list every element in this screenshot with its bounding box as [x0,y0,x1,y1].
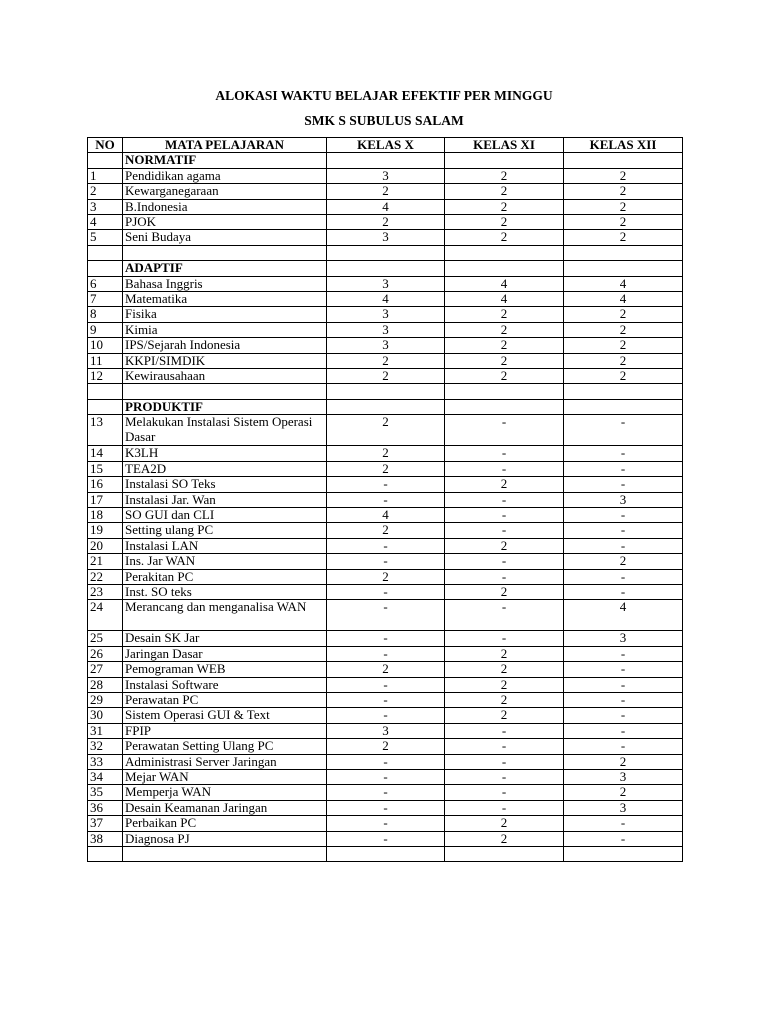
kelas-xii-value: 2 [564,230,683,245]
kelas-x-value: 3 [327,230,445,245]
kelas-xi-value: 2 [445,677,564,692]
table-row [88,569,683,584]
kelas-xi-value: 2 [445,646,564,661]
row-number: 33 [88,754,123,769]
blank-row [88,245,683,260]
table-row [88,646,683,661]
kelas-x-value: - [327,692,445,707]
kelas-xii-value: 2 [564,353,683,368]
subject-name: Administrasi Server Jaringan [123,754,327,769]
subject-name: Pendidikan agama [123,168,327,183]
header-kelas-xi: KELAS XI [445,138,564,153]
kelas-x-value: 3 [327,307,445,322]
subject-name: Perbaikan PC [123,816,327,831]
kelas-x-value: - [327,600,445,631]
row-number: 38 [88,831,123,846]
subject-name: Instalasi LAN [123,538,327,553]
kelas-xii-value: - [564,677,683,692]
kelas-xi-value: - [445,554,564,569]
kelas-xi-value [445,245,564,260]
row-number: 6 [88,276,123,291]
row-number: 12 [88,369,123,384]
document-title: ALOKASI WAKTU BELAJAR EFEKTIF PER MINGGU [215,88,553,103]
table-row [88,662,683,677]
kelas-xii-value: - [564,831,683,846]
kelas-xii-value [564,847,683,862]
row-number: 28 [88,677,123,692]
subject-name: Melakukan Instalasi Sistem Operasi Dasar [123,415,327,446]
subject-name [123,384,327,399]
kelas-xi-value: - [445,492,564,507]
kelas-x-value: - [327,584,445,599]
table-row [88,168,683,183]
row-number: 21 [88,554,123,569]
table-row [88,600,683,631]
kelas-xii-value: - [564,662,683,677]
kelas-xii-value: 3 [564,492,683,507]
kelas-xii-value: 2 [564,338,683,353]
kelas-xii-value: 2 [564,554,683,569]
kelas-x-value: 3 [327,338,445,353]
subject-name: FPIP [123,723,327,738]
subject-name [123,245,327,260]
table-row [88,816,683,831]
kelas-xii-value: - [564,538,683,553]
kelas-xii-value: - [564,708,683,723]
kelas-x-value [327,847,445,862]
table-row [88,723,683,738]
kelas-xi-value: 2 [445,477,564,492]
section-title: NORMATIF [123,153,327,168]
section-row [88,153,683,168]
kelas-xii-value: - [564,569,683,584]
row-number: 18 [88,507,123,522]
kelas-x-value: 2 [327,353,445,368]
table-row [88,276,683,291]
kelas-x-value: 2 [327,523,445,538]
table-row [88,631,683,646]
kelas-x-value: - [327,554,445,569]
table-row [88,338,683,353]
subject-name: Perawatan PC [123,692,327,707]
subject-name: Kewirausahaan [123,369,327,384]
row-number: 27 [88,662,123,677]
subject-name: Inst. SO teks [123,584,327,599]
kelas-x-value: 3 [327,723,445,738]
row-number: 26 [88,646,123,661]
row-number: 1 [88,168,123,183]
subject-name: Kimia [123,322,327,337]
row-number [88,384,123,399]
subject-name: Perawatan Setting Ulang PC [123,739,327,754]
subject-name: Jaringan Dasar [123,646,327,661]
kelas-xii-value: - [564,461,683,476]
row-number: 13 [88,415,123,446]
table-row [88,739,683,754]
kelas-xii-value: - [564,507,683,522]
subject-name: Matematika [123,292,327,307]
kelas-xii-value: 2 [564,199,683,214]
kelas-xi-value: 2 [445,168,564,183]
table-row [88,754,683,769]
kelas-x-value: 2 [327,184,445,199]
table-row [88,800,683,815]
table-row [88,415,683,446]
kelas-xii-value: 4 [564,292,683,307]
header-subject: MATA PELAJARAN [123,138,327,153]
blank-row [88,847,683,862]
kelas-xi-value: - [445,600,564,631]
table-row [88,523,683,538]
kelas-xii-value: - [564,477,683,492]
kelas-x-value: - [327,477,445,492]
row-number: 9 [88,322,123,337]
kelas-x-value: 4 [327,199,445,214]
kelas-xii-value [564,153,683,168]
kelas-xii-value: 2 [564,307,683,322]
kelas-x-value: - [327,831,445,846]
kelas-x-value: 3 [327,276,445,291]
subject-name: TEA2D [123,461,327,476]
table-row [88,677,683,692]
kelas-xi-value: 2 [445,338,564,353]
subject-name: Ins. Jar WAN [123,554,327,569]
kelas-x-value: - [327,631,445,646]
kelas-x-value [327,384,445,399]
kelas-xi-value: - [445,446,564,461]
subject-name: Bahasa Inggris [123,276,327,291]
table-row [88,507,683,522]
subject-name: Mejar WAN [123,770,327,785]
table-row [88,554,683,569]
kelas-xi-value: - [445,415,564,446]
row-number: 11 [88,353,123,368]
kelas-xii-value: 2 [564,168,683,183]
row-number: 17 [88,492,123,507]
table-row [88,292,683,307]
kelas-xi-value [445,399,564,414]
row-number [88,153,123,168]
row-number: 23 [88,584,123,599]
subject-name: Diagnosa PJ [123,831,327,846]
kelas-xii-value [564,384,683,399]
subject-name: Fisika [123,307,327,322]
subject-name: Seni Budaya [123,230,327,245]
kelas-x-value [327,153,445,168]
kelas-x-value: - [327,677,445,692]
row-number [88,847,123,862]
kelas-x-value: - [327,770,445,785]
kelas-xii-value: 3 [564,770,683,785]
table-header-row [88,138,683,153]
table-row [88,584,683,599]
table-row [88,446,683,461]
kelas-xi-value: - [445,631,564,646]
table-row [88,199,683,214]
kelas-x-value [327,261,445,276]
kelas-xii-value: - [564,415,683,446]
kelas-xii-value: 2 [564,184,683,199]
kelas-xii-value: 2 [564,785,683,800]
subject-name: IPS/Sejarah Indonesia [123,338,327,353]
kelas-x-value: 2 [327,662,445,677]
kelas-x-value: - [327,708,445,723]
table-row [88,353,683,368]
kelas-xi-value [445,384,564,399]
kelas-xii-value: - [564,692,683,707]
kelas-xi-value: - [445,739,564,754]
table-row [88,307,683,322]
kelas-xi-value: 2 [445,215,564,230]
kelas-xii-value [564,245,683,260]
row-number: 36 [88,800,123,815]
row-number: 34 [88,770,123,785]
table-row [88,215,683,230]
table-body [88,153,683,862]
kelas-xi-value: 2 [445,230,564,245]
row-number: 30 [88,708,123,723]
row-number [88,399,123,414]
kelas-x-value: 2 [327,415,445,446]
kelas-xi-value: - [445,507,564,522]
kelas-xi-value: - [445,523,564,538]
row-number: 35 [88,785,123,800]
table-row [88,184,683,199]
kelas-xi-value: - [445,569,564,584]
kelas-x-value: 2 [327,461,445,476]
kelas-xii-value [564,399,683,414]
kelas-xii-value: - [564,584,683,599]
table-row [88,785,683,800]
kelas-xi-value [445,153,564,168]
table-row [88,230,683,245]
subject-name: Instalasi Software [123,677,327,692]
kelas-x-value: 2 [327,446,445,461]
subject-name: Memperja WAN [123,785,327,800]
schedule-table [87,137,683,862]
kelas-xi-value: 4 [445,276,564,291]
subject-name: Kewarganegaraan [123,184,327,199]
kelas-xi-value: 2 [445,199,564,214]
table-row [88,492,683,507]
kelas-xi-value: 2 [445,831,564,846]
kelas-xii-value: 2 [564,369,683,384]
kelas-xi-value: 2 [445,322,564,337]
row-number [88,245,123,260]
row-number [88,261,123,276]
blank-row [88,384,683,399]
kelas-xii-value: 3 [564,631,683,646]
kelas-x-value: - [327,646,445,661]
kelas-xii-value: - [564,646,683,661]
kelas-xii-value [564,261,683,276]
kelas-x-value: 4 [327,507,445,522]
row-number: 19 [88,523,123,538]
kelas-x-value: 2 [327,569,445,584]
kelas-xii-value: 4 [564,276,683,291]
subject-name: B.Indonesia [123,199,327,214]
row-number: 20 [88,538,123,553]
kelas-xi-value: 2 [445,184,564,199]
row-number: 4 [88,215,123,230]
row-number: 10 [88,338,123,353]
kelas-x-value [327,245,445,260]
table-row [88,770,683,785]
subject-name: Perakitan PC [123,569,327,584]
header-kelas-x: KELAS X [327,138,445,153]
row-number: 15 [88,461,123,476]
subject-name: Sistem Operasi GUI & Text [123,708,327,723]
kelas-x-value: 3 [327,322,445,337]
table-row [88,708,683,723]
row-number: 37 [88,816,123,831]
row-number: 16 [88,477,123,492]
kelas-xii-value: 2 [564,754,683,769]
kelas-xii-value: - [564,739,683,754]
kelas-xii-value: 2 [564,215,683,230]
kelas-x-value: - [327,816,445,831]
kelas-xii-value: - [564,446,683,461]
table-row [88,369,683,384]
row-number: 2 [88,184,123,199]
kelas-xi-value: 4 [445,292,564,307]
kelas-x-value: - [327,785,445,800]
row-number: 24 [88,600,123,631]
kelas-xi-value: 2 [445,307,564,322]
kelas-x-value: 2 [327,215,445,230]
row-number: 32 [88,739,123,754]
kelas-x-value: 3 [327,168,445,183]
kelas-xii-value: - [564,723,683,738]
kelas-xi-value: 2 [445,708,564,723]
subject-name: Instalasi SO Teks [123,477,327,492]
table-row [88,538,683,553]
row-number: 25 [88,631,123,646]
row-number: 31 [88,723,123,738]
row-number: 22 [88,569,123,584]
kelas-xi-value: - [445,800,564,815]
subject-name: KKPI/SIMDIK [123,353,327,368]
section-row [88,261,683,276]
kelas-xi-value: 2 [445,538,564,553]
kelas-xii-value: - [564,523,683,538]
header-kelas-xii: KELAS XII [564,138,683,153]
section-row [88,399,683,414]
subject-name: Merancang dan menganalisa WAN [123,600,327,631]
subject-name: K3LH [123,446,327,461]
subject-name: SO GUI dan CLI [123,507,327,522]
subject-name: Desain SK Jar [123,631,327,646]
table-row [88,322,683,337]
table-row [88,831,683,846]
kelas-x-value: - [327,492,445,507]
subject-name: Setting ulang PC [123,523,327,538]
kelas-xi-value: - [445,785,564,800]
table-row [88,461,683,476]
section-title: PRODUKTIF [123,399,327,414]
row-number: 14 [88,446,123,461]
kelas-x-value: - [327,754,445,769]
row-number: 3 [88,199,123,214]
kelas-xi-value: - [445,461,564,476]
header-no: NO [88,138,123,153]
kelas-xi-value: - [445,770,564,785]
kelas-xi-value: 2 [445,662,564,677]
kelas-xi-value: 2 [445,353,564,368]
subject-name [123,847,327,862]
kelas-xii-value: - [564,816,683,831]
kelas-x-value: 2 [327,369,445,384]
school-name: SMK S SUBULUS SALAM [304,113,464,128]
subject-name: Pemograman WEB [123,662,327,677]
kelas-x-value: - [327,800,445,815]
kelas-xi-value: 2 [445,369,564,384]
kelas-x-value [327,399,445,414]
row-number: 5 [88,230,123,245]
kelas-xii-value: 4 [564,600,683,631]
kelas-xi-value: 2 [445,584,564,599]
kelas-xi-value: 2 [445,816,564,831]
kelas-x-value: 4 [327,292,445,307]
kelas-xi-value [445,261,564,276]
kelas-xi-value [445,847,564,862]
row-number: 7 [88,292,123,307]
kelas-x-value: - [327,538,445,553]
subject-name: Desain Keamanan Jaringan [123,800,327,815]
kelas-xi-value: 2 [445,692,564,707]
subject-name: PJOK [123,215,327,230]
table-row [88,477,683,492]
subject-name: Instalasi Jar. Wan [123,492,327,507]
kelas-xi-value: - [445,754,564,769]
section-title: ADAPTIF [123,261,327,276]
kelas-xii-value: 3 [564,800,683,815]
row-number: 29 [88,692,123,707]
kelas-xi-value: - [445,723,564,738]
row-number: 8 [88,307,123,322]
kelas-x-value: 2 [327,739,445,754]
table-row [88,692,683,707]
kelas-xii-value: 2 [564,322,683,337]
